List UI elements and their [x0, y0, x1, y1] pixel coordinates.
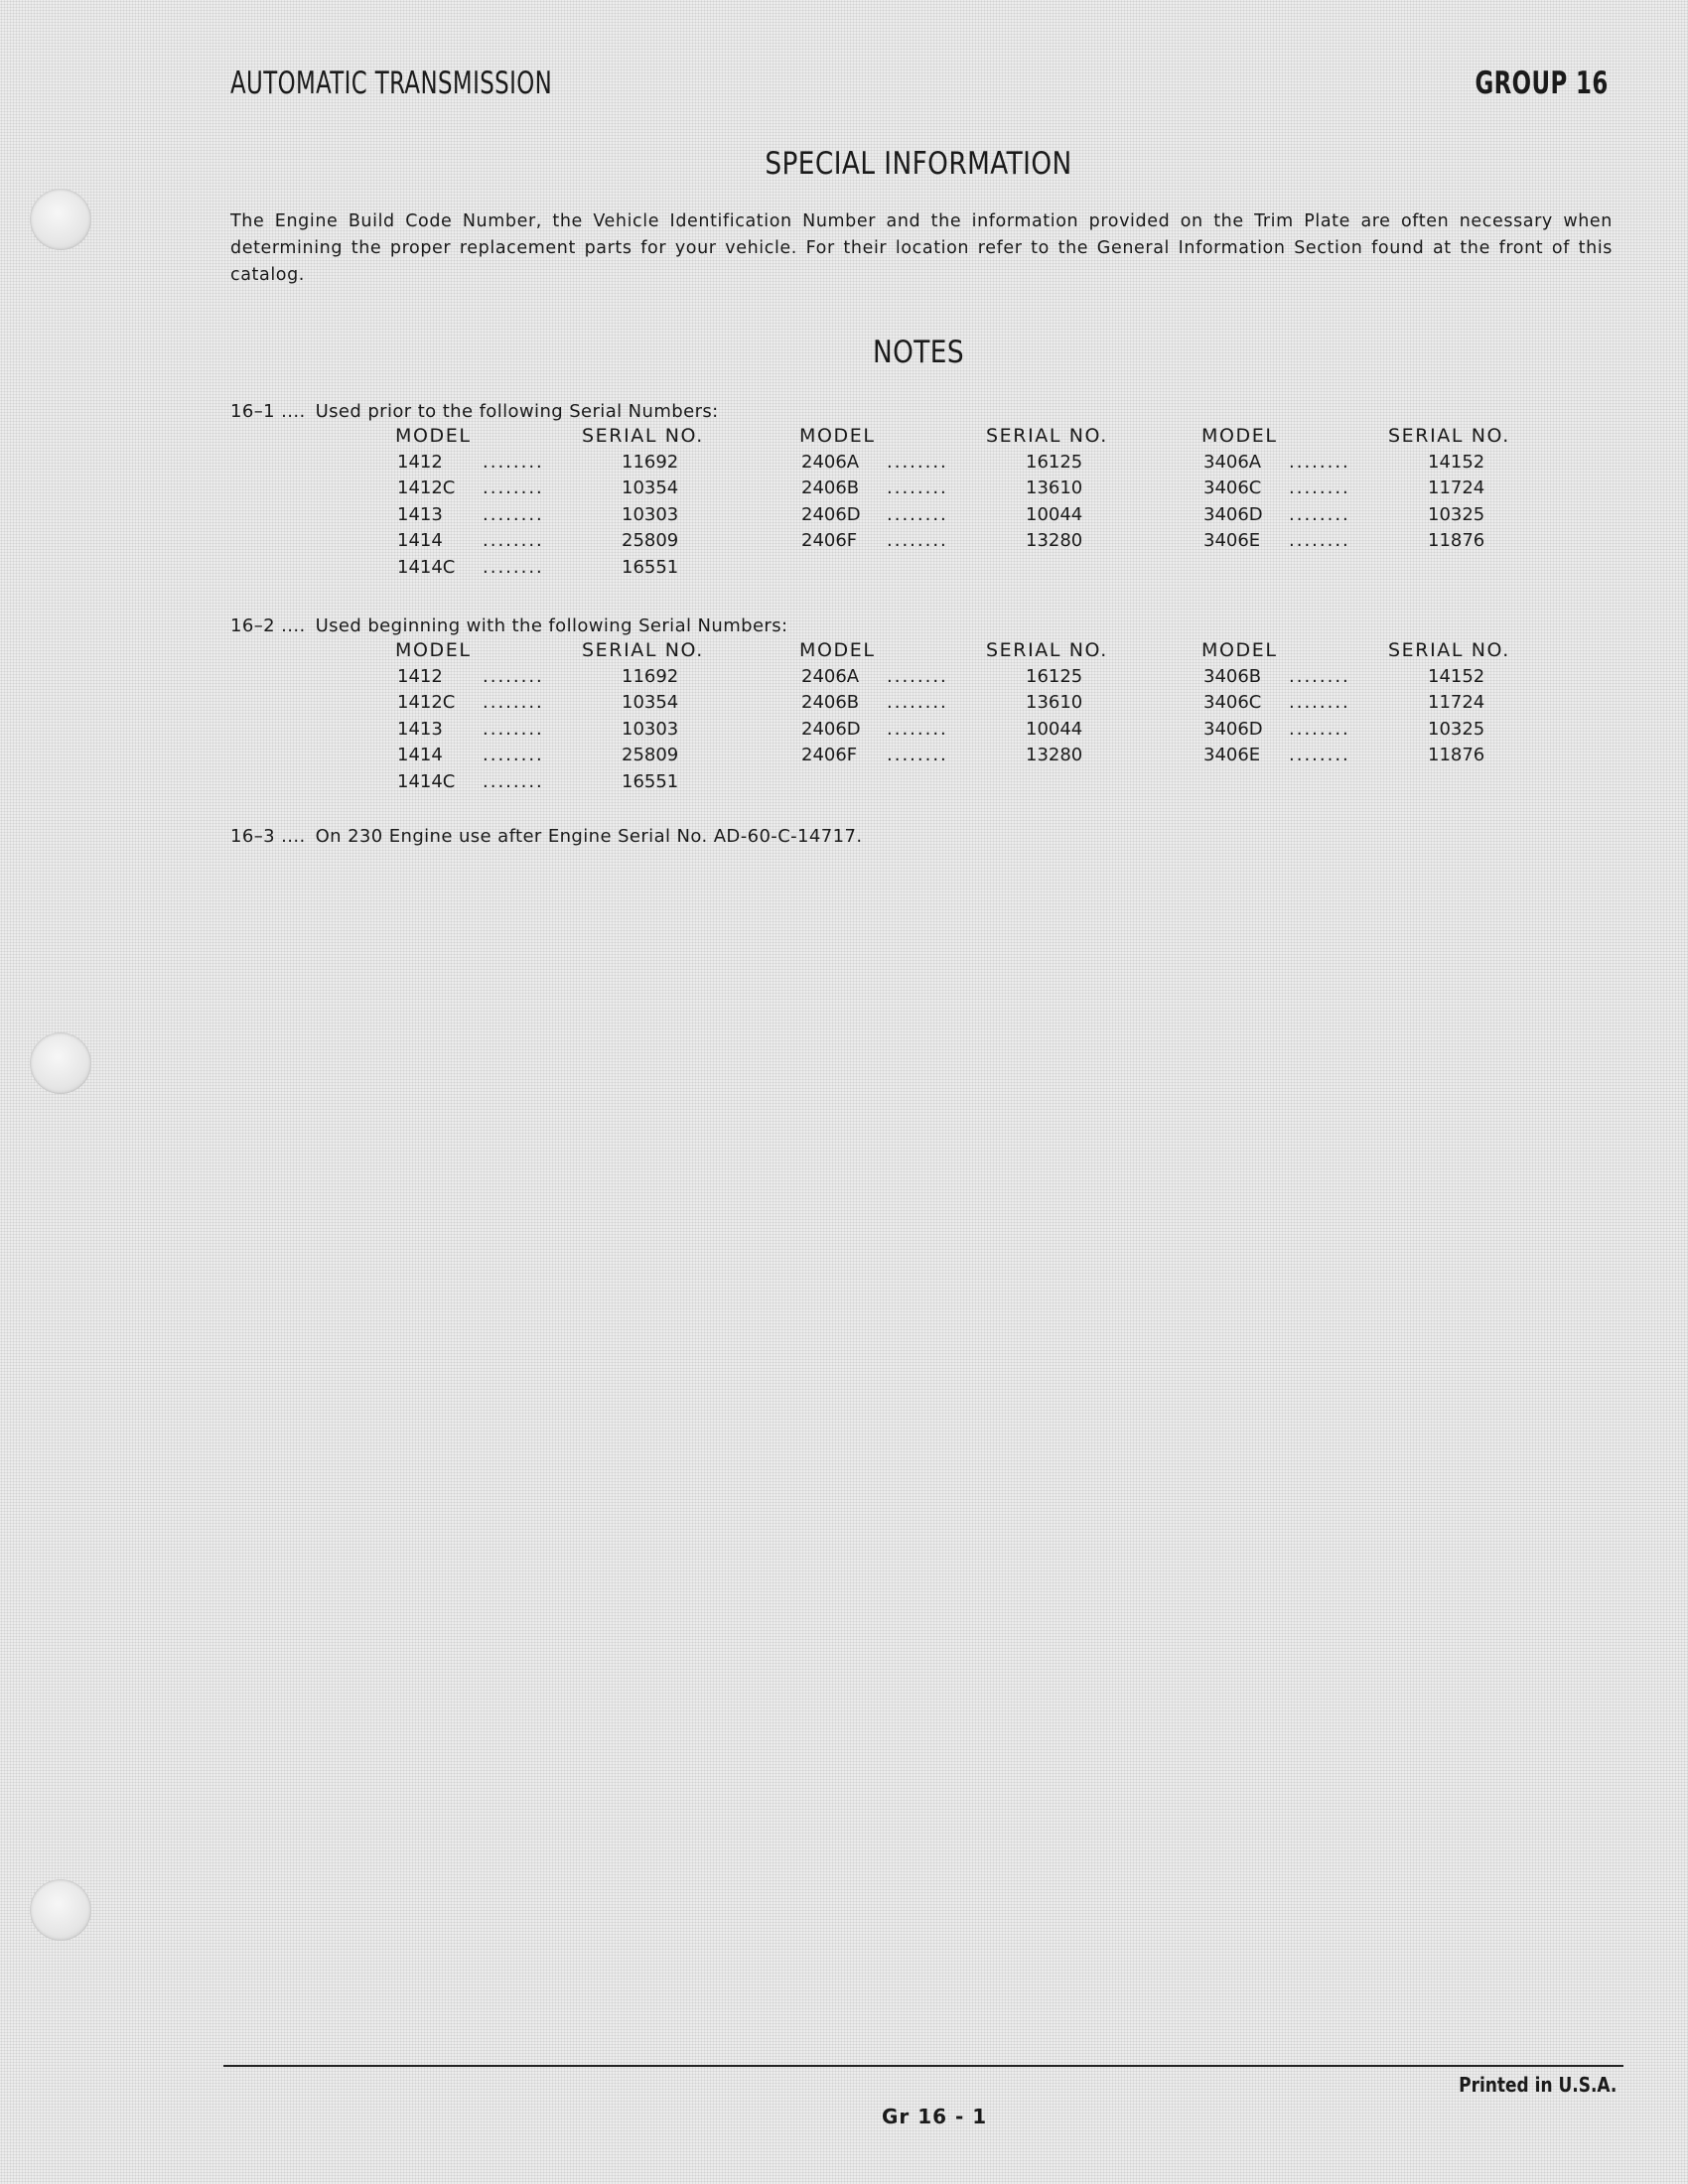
dot-leader: ........	[1289, 665, 1350, 687]
serial-cell: 10354	[622, 692, 679, 713]
model-cell: 1414C	[397, 770, 456, 792]
dot-leader: ........	[483, 692, 544, 713]
model-cell: 2406B	[801, 692, 860, 713]
serial-cell: 10303	[622, 503, 679, 525]
serial-cell: 11724	[1428, 478, 1485, 498]
serial-cell: 16551	[622, 770, 679, 792]
dot-leader: ........	[483, 745, 544, 765]
model-cell: 1412	[397, 451, 443, 473]
model-cell: 1414C	[397, 556, 456, 578]
column-header-serial: SERIAL NO.	[986, 425, 1108, 447]
dot-leader: ........	[483, 530, 544, 551]
note-label: 16–1 ....	[230, 401, 306, 422]
dot-leader: ........	[483, 718, 544, 740]
serial-cell: 10325	[1428, 718, 1485, 740]
serial-cell: 13610	[1026, 478, 1083, 498]
model-cell: 3406D	[1203, 718, 1263, 740]
model-cell: 1413	[397, 718, 443, 740]
dot-leader: ........	[483, 770, 544, 792]
serial-cell: 14152	[1428, 451, 1485, 473]
column-header-serial: SERIAL NO.	[582, 639, 704, 661]
note-16-3	[230, 826, 862, 847]
model-cell: 3406C	[1203, 692, 1262, 713]
dot-leader: ........	[1289, 530, 1350, 551]
model-cell: 3406B	[1203, 665, 1262, 687]
column-header-model: MODEL	[799, 425, 876, 447]
serial-cell: 14152	[1428, 665, 1485, 687]
serial-cell: 10044	[1026, 718, 1083, 740]
serial-cell: 10044	[1026, 503, 1083, 525]
serial-cell: 13610	[1026, 692, 1083, 713]
serial-cell: 16551	[622, 556, 679, 578]
note-16-2	[230, 615, 787, 636]
serial-cell: 13280	[1026, 530, 1083, 551]
special-information-text: The Engine Build Code Number, the Vehicle Identification Number and the information provided on the Trim Plate are often necessary when determining the proper replacement parts for your vehicle. For their location refer to the General Information Section found at the front of this catalog.	[230, 211, 1613, 285]
dot-leader: ........	[887, 745, 948, 765]
serial-cell: 11724	[1428, 692, 1485, 713]
dot-leader: ........	[483, 503, 544, 525]
model-cell: 2406D	[801, 503, 861, 525]
dot-leader: ........	[483, 478, 544, 498]
special-information-heading: SPECIAL INFORMATION	[765, 146, 1072, 182]
serial-cell: 10354	[622, 478, 679, 498]
serial-cell: 11876	[1428, 745, 1485, 765]
model-cell: 1412C	[397, 478, 456, 498]
model-cell: 2406D	[801, 718, 861, 740]
model-cell: 3406E	[1203, 745, 1261, 765]
dot-leader: ........	[1289, 503, 1350, 525]
note-label: 16–3 ....	[230, 826, 306, 847]
footer-rule	[223, 2065, 1623, 2067]
dot-leader: ........	[483, 556, 544, 578]
column-header-model: MODEL	[799, 639, 876, 661]
model-cell: 2406A	[801, 451, 860, 473]
dot-leader: ........	[887, 478, 948, 498]
note-intro: On 230 Engine use after Engine Serial No. AD-60-C-14717.	[315, 826, 863, 847]
dot-leader: ........	[887, 530, 948, 551]
serial-cell: 10325	[1428, 503, 1485, 525]
model-cell: 1412	[397, 665, 443, 687]
note-intro: Used beginning with the following Serial Numbers:	[315, 615, 788, 636]
notes-heading: NOTES	[872, 335, 965, 370]
dot-leader: ........	[1289, 478, 1350, 498]
model-cell: 3406C	[1203, 478, 1262, 498]
column-header-model: MODEL	[395, 639, 472, 661]
group-label: GROUP 16	[1475, 66, 1609, 101]
model-cell: 1414	[397, 530, 443, 551]
dot-leader: ........	[1289, 745, 1350, 765]
model-cell: 3406A	[1203, 451, 1262, 473]
serial-cell: 16125	[1026, 451, 1083, 473]
dot-leader: ........	[887, 451, 948, 473]
serial-cell: 10303	[622, 718, 679, 740]
note-label: 16–2 ....	[230, 615, 306, 636]
dot-leader: ........	[1289, 692, 1350, 713]
column-header-model: MODEL	[1201, 639, 1278, 661]
model-cell: 2406B	[801, 478, 860, 498]
serial-cell: 13280	[1026, 745, 1083, 765]
model-cell: 2406A	[801, 665, 860, 687]
dot-leader: ........	[1289, 451, 1350, 473]
column-header-serial: SERIAL NO.	[986, 639, 1108, 661]
printed-in-label: Printed in U.S.A.	[1458, 2073, 1617, 2097]
binder-hole	[30, 1032, 91, 1094]
section-title: AUTOMATIC TRANSMISSION	[230, 66, 553, 101]
serial-cell: 25809	[622, 745, 679, 765]
page-number: Gr 16 - 1	[882, 2105, 988, 2128]
dot-leader: ........	[1289, 718, 1350, 740]
serial-cell: 16125	[1026, 665, 1083, 687]
note-intro: Used prior to the following Serial Numbers:	[315, 401, 719, 422]
dot-leader: ........	[483, 451, 544, 473]
model-cell: 2406F	[801, 745, 858, 765]
model-cell: 2406F	[801, 530, 858, 551]
column-header-serial: SERIAL NO.	[582, 425, 704, 447]
dot-leader: ........	[887, 503, 948, 525]
serial-cell: 25809	[622, 530, 679, 551]
model-cell: 1414	[397, 745, 443, 765]
model-cell: 3406D	[1203, 503, 1263, 525]
column-header-serial: SERIAL NO.	[1388, 639, 1510, 661]
model-cell: 1412C	[397, 692, 456, 713]
serial-cell: 11692	[622, 451, 679, 473]
dot-leader: ........	[887, 692, 948, 713]
serial-cell: 11876	[1428, 530, 1485, 551]
dot-leader: ........	[887, 718, 948, 740]
binder-hole	[30, 189, 91, 250]
dot-leader: ........	[483, 665, 544, 687]
model-cell: 3406E	[1203, 530, 1261, 551]
binder-hole	[30, 1879, 91, 1941]
column-header-serial: SERIAL NO.	[1388, 425, 1510, 447]
serial-cell: 11692	[622, 665, 679, 687]
dot-leader: ........	[887, 665, 948, 687]
model-cell: 1413	[397, 503, 443, 525]
column-header-model: MODEL	[1201, 425, 1278, 447]
note-16-1	[230, 401, 719, 422]
column-header-model: MODEL	[395, 425, 472, 447]
